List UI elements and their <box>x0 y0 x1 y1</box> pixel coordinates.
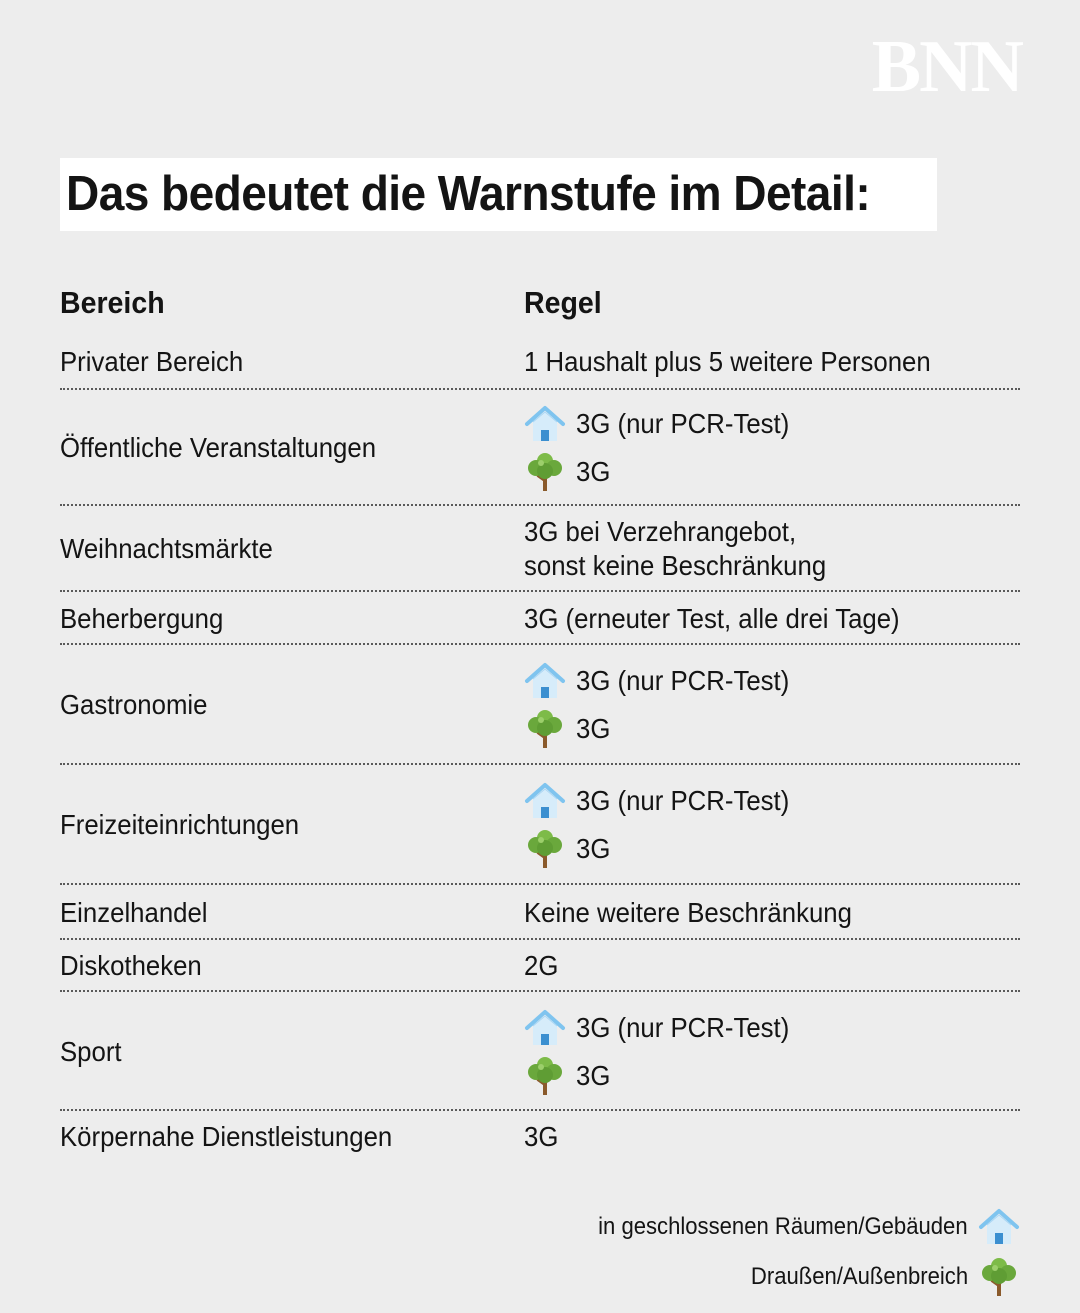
indoor-rule: 3G (nur PCR-Test) <box>576 1011 790 1043</box>
house-icon <box>524 403 566 445</box>
row-regel <box>524 1113 1020 1161</box>
outdoor-rule: 3G <box>576 456 611 487</box>
tree-icon <box>524 1055 566 1097</box>
regel-text-line2: sonst keine Beschränkung <box>524 550 827 581</box>
row-bereich: Freizeiteinrichtungen <box>60 809 300 840</box>
legend-indoor-label: in geschlossenen Räumen/Gebäuden <box>598 1213 968 1240</box>
row-bereich: Einzelhandel <box>60 896 208 928</box>
indoor-rule: 3G (nur PCR-Test) <box>576 408 790 439</box>
outdoor-rule: 3G <box>576 833 611 864</box>
regel-text: Keine weitere Beschränkung <box>524 896 852 928</box>
tree-icon <box>524 828 566 870</box>
row-regel <box>524 508 1020 590</box>
tree-icon <box>978 1256 1020 1298</box>
table-row <box>60 1113 1020 1161</box>
row-bereich: Öffentliche Veranstaltungen <box>60 432 377 463</box>
row-bereich: Diskotheken <box>60 950 202 981</box>
row-regel <box>524 887 1020 938</box>
row-bereich: Beherbergung <box>60 602 224 634</box>
house-icon <box>524 660 566 702</box>
row-regel <box>524 336 1020 388</box>
tree-icon <box>524 708 566 750</box>
table-row <box>60 942 1020 992</box>
house-icon <box>978 1206 1020 1248</box>
table-row <box>60 994 1020 1111</box>
page-title: Das bedeutet die Warnstufe im Detail: <box>66 167 871 221</box>
row-bereich: Privater Bereich <box>60 346 244 377</box>
house-icon <box>524 780 566 822</box>
row-bereich: Gastronomie <box>60 689 208 720</box>
bnn-logo: BNN <box>871 26 1022 108</box>
regel-text: 3G <box>524 1121 559 1152</box>
table-row <box>60 508 1020 592</box>
regel-text-line1: 3G bei Verzehrangebot, <box>524 516 797 547</box>
regel-text: 2G <box>524 950 559 981</box>
row-bereich: Körpernahe Dienstleistungen <box>60 1121 393 1152</box>
legend-indoor <box>566 1206 1020 1248</box>
row-regel <box>524 647 1020 763</box>
regel-text: 3G (erneuter Test, alle drei Tage) <box>524 602 900 634</box>
row-regel <box>524 994 1020 1109</box>
legend-outdoor <box>732 1256 1020 1298</box>
row-bereich: Sport <box>60 1035 122 1067</box>
legend-outdoor-label: Draußen/Außenbreich <box>750 1263 968 1290</box>
title-box <box>60 158 937 231</box>
house-icon <box>524 1007 566 1049</box>
regel-text: 1 Haushalt plus 5 weitere Personen <box>524 346 931 377</box>
indoor-rule: 3G (nur PCR-Test) <box>576 785 790 816</box>
row-regel <box>524 942 1020 990</box>
outdoor-rule: 3G <box>576 713 611 744</box>
indoor-rule: 3G (nur PCR-Test) <box>576 665 790 696</box>
row-bereich: Weihnachtsmärkte <box>60 533 273 564</box>
tree-icon <box>524 451 566 493</box>
table-row <box>60 594 1020 645</box>
table-row <box>60 647 1020 765</box>
row-regel <box>524 767 1020 883</box>
row-regel <box>524 594 1020 643</box>
row-regel <box>524 392 1020 504</box>
table-row <box>60 767 1020 885</box>
table-row <box>60 392 1020 506</box>
outdoor-rule: 3G <box>576 1059 611 1091</box>
header-regel: Regel <box>524 285 602 320</box>
table-row <box>60 336 1020 390</box>
table-row <box>60 887 1020 940</box>
header-bereich: Bereich <box>60 285 165 320</box>
